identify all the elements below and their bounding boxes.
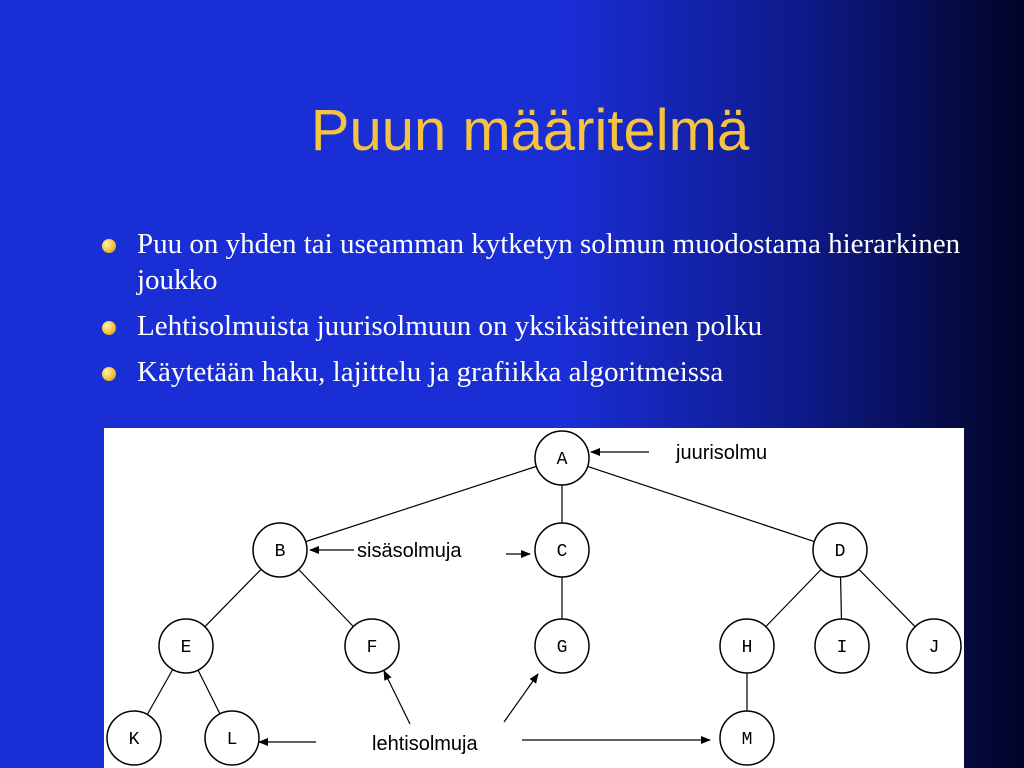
bullet-item [100,226,1010,298]
node-label: E [180,638,192,658]
tree-node-a [535,431,589,485]
leaf-label: lehtisolmuja [372,733,478,755]
node-label: D [834,542,846,562]
tree-node-b [253,523,307,577]
tree-edge-a-d [588,466,815,541]
node-label: H [741,638,753,658]
tree-edge-e-k [147,670,172,715]
node-label: K [128,730,140,750]
tree-node-e [159,619,213,673]
node-label: J [928,638,940,658]
tree-node-g [535,619,589,673]
tree-node-j [907,619,961,673]
bullet-item [100,308,1010,344]
node-label: G [556,638,568,658]
tree-edge-b-e [205,569,261,626]
tree-edge-d-j [859,569,915,626]
tree-diagram [104,428,964,768]
node-label: M [741,730,753,750]
tree-node-m [720,711,774,765]
bullet-dot-icon [102,367,116,381]
bullet-dot-icon [102,321,116,335]
tree-edge-d-h [766,569,821,626]
tree-edge-b-f [299,569,354,626]
node-label: F [366,638,378,658]
tree-edge-e-l [198,670,220,714]
bullet-dot-icon [102,239,116,253]
node-label: C [556,542,568,562]
bullet-text: Käytetään haku, lajittelu ja grafiikka algoritmeissa [137,356,724,388]
bullet-text: Puu on yhden tai useamman kytketyn solmun muodostama hierarkinen joukko [137,228,961,296]
tree-node-l [205,711,259,765]
tree-node-i [815,619,869,673]
tree-node-k [107,711,161,765]
tree-node-c [535,523,589,577]
node-label: B [274,542,286,562]
tree-node-d [813,523,867,577]
tree-node-h [720,619,774,673]
internal-label: sisäsolmuja [357,540,462,562]
root-label: juurisolmu [676,442,768,464]
tree-node-f [345,619,399,673]
leaf-arrow-f [384,671,410,724]
leaf-arrow-g [504,674,538,722]
slide-title: Puun määritelmä [310,98,750,163]
node-label: L [226,730,238,750]
tree-diagram-panel [104,428,964,768]
tree-edge-d-i [841,577,842,619]
tree-edge-a-b [306,466,537,541]
bullet-item [100,354,1010,390]
node-label: A [556,450,568,470]
bullet-text: Lehtisolmuista juurisolmuun on yksikäsitteinen polku [137,310,763,342]
node-label: I [836,638,848,658]
bullet-list [100,226,1010,400]
